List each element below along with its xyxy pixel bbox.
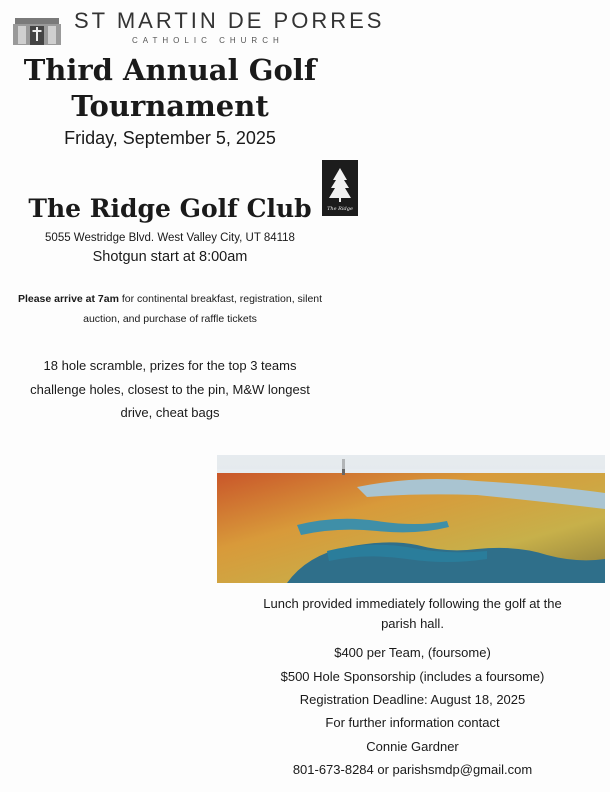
- ridge-logo-text: The Ridge: [327, 206, 353, 212]
- lunch-line1: Lunch provided immediately following the golf at the: [263, 596, 562, 611]
- arrival-rest: for continental breakfast, registration, silent: [118, 293, 323, 305]
- event-title-line1: Third Annual Golf: [23, 53, 317, 87]
- church-name: ST MARTIN DE PORRES: [74, 8, 385, 33]
- event-title-line2: Tournament: [71, 89, 269, 123]
- golf-course-photo: [217, 455, 605, 583]
- church-gate-icon: [12, 14, 62, 46]
- contact-info: 801-673-8284 or parishsmdp@gmail.com: [292, 762, 533, 777]
- price-team: $400 per Team, (foursome): [334, 645, 491, 660]
- price-sponsorship: $500 Hole Sponsorship (includes a foursome): [280, 669, 545, 684]
- contact-name: Connie Gardner: [366, 739, 459, 754]
- arrival-line2: auction, and purchase of raffle tickets: [83, 313, 257, 325]
- venue-name: The Ridge Golf Club: [28, 194, 312, 223]
- arrival-line1: [0, 293, 340, 305]
- format-line2: challenge holes, closest to the pin, M&W longest: [30, 382, 310, 397]
- registration-deadline: Registration Deadline: August 18, 2025: [299, 692, 526, 707]
- event-date: Friday, September 5, 2025: [64, 128, 276, 148]
- format-line3: drive, cheat bags: [120, 405, 220, 420]
- format-line1: 18 hole scramble, prizes for the top 3 teams: [43, 358, 297, 373]
- venue-address: 5055 Westridge Blvd. West Valley City, UT 84118: [45, 232, 295, 244]
- start-time: Shotgun start at 8:00am: [92, 249, 248, 265]
- lunch-line2: parish hall.: [381, 616, 444, 631]
- contact-label: For further information contact: [325, 715, 500, 730]
- arrival-bold: Please arrive at 7am: [17, 293, 119, 305]
- church-subtitle: CATHOLIC CHURCH: [132, 36, 284, 45]
